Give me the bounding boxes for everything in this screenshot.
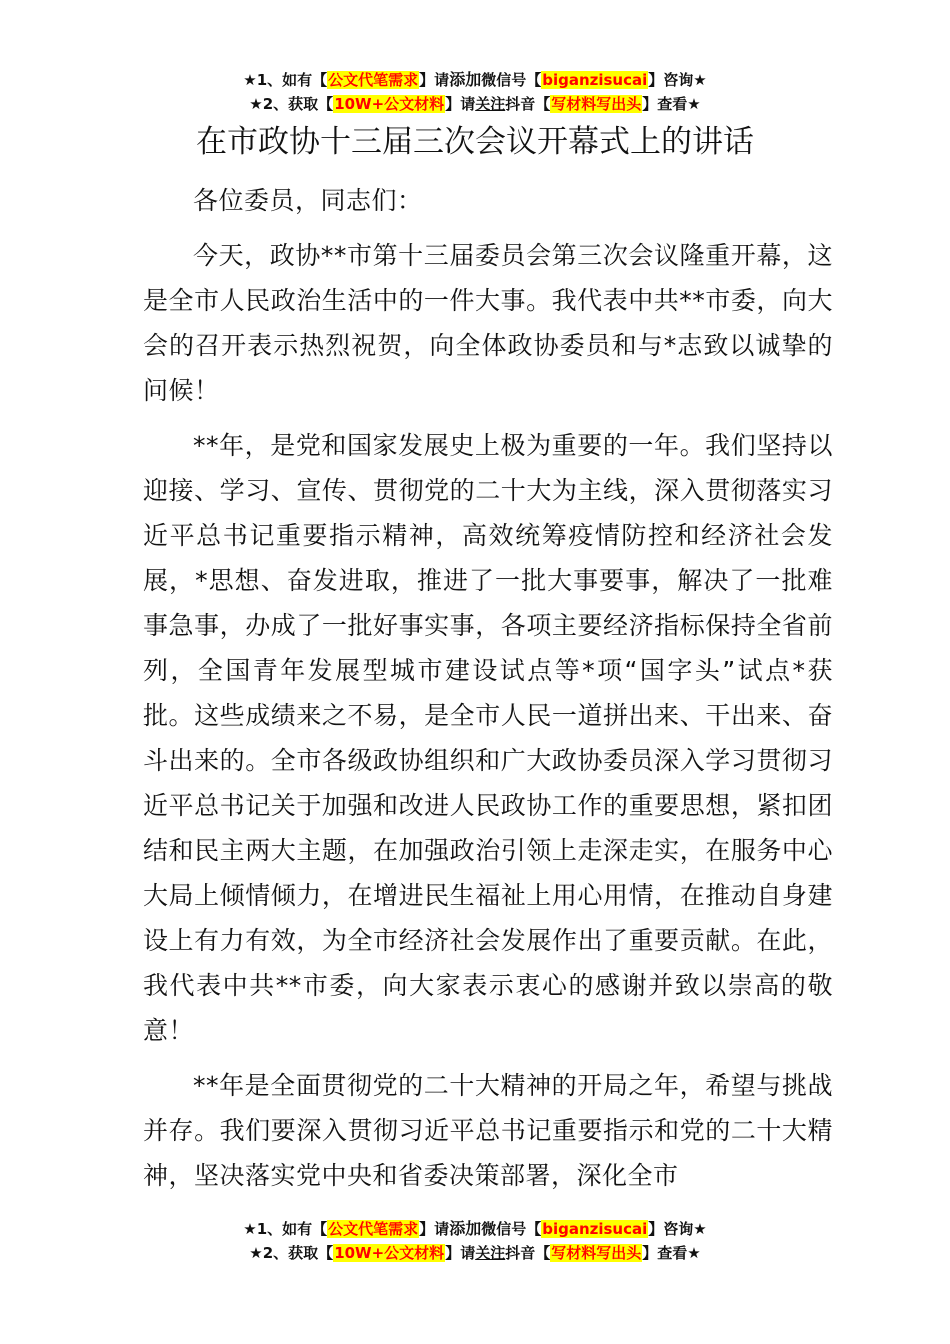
promo-wechat-id: biganzisucai bbox=[542, 1220, 648, 1238]
promo-line-1: ★1、如有【公文代笔需求】请添加微信号【biganzisucai】咨询★ bbox=[243, 70, 707, 89]
promo-highlight-materials: 10W+公文材料 bbox=[334, 95, 445, 113]
promo-wechat-id: biganzisucai bbox=[542, 71, 648, 89]
greeting: 各位委员，同志们： bbox=[193, 186, 423, 215]
promo-line-2: ★2、获取【10W+公文材料】请关注抖音【写材料写出头】查看★ bbox=[249, 95, 701, 113]
promo-douyin-account: 写材料写出头 bbox=[551, 1244, 642, 1262]
promo-header bbox=[0, 68, 950, 116]
paragraph-3: **年是全面贯彻党的二十大精神的开局之年，希望与挑战并存。我们要深入贯彻习近平总书记重要指示和党的二十大精神，坚决落实党中央和省委决策部署，深化全市 bbox=[143, 1071, 833, 1190]
paragraph-1: 今天，政协**市第十三届委员会第三次会议隆重开幕，这是全市人民政治生活中的一件大事。我代表中共**市委，向大会的召开表示热烈祝贺，向全体政协委员和与*志致以诚挚的问候！ bbox=[143, 241, 833, 405]
promo-douyin-account: 写材料写出头 bbox=[551, 95, 642, 113]
promo-highlight-service: 公文代笔需求 bbox=[328, 1220, 419, 1238]
promo-footer bbox=[0, 1217, 950, 1265]
promo-line-2: ★2、获取【10W+公文材料】请关注抖音【写材料写出头】查看★ bbox=[249, 1244, 701, 1262]
document-body bbox=[143, 178, 833, 1198]
promo-highlight-service: 公文代笔需求 bbox=[328, 71, 419, 89]
promo-line-1: ★1、如有【公文代笔需求】请添加微信号【biganzisucai】咨询★ bbox=[243, 1219, 707, 1238]
paragraph-2: **年，是党和国家发展史上极为重要的一年。我们坚持以迎接、学习、宣传、贯彻党的二十大为主线，深入贯彻落实习近平总书记重要指示精神，高效统筹疫情防控和经济社会发展，*思想、奋发进取，推进了一批大事要事，解决了一批难事急事，办成了一批好事实事，各项主要经济指标保持全省前列，全国青年发展型城市建设试点等*项“国字头”试点*获批。这些成绩来之不易，是全市人民一道拼出来、干出来、奋斗出来的。全市各级政协组织和广大政协委员深入学习贯彻习近平总书记关于加强和改进人民政协工作的重要思想，紧扣团结和民主两大主题，在加强政治引领上走深走实，在服务中心大局上倾情倾力，在增进民生福祉上用心用情，在推动自身建设上有力有效，为全市经济社会发展作出了重要贡献。在此，我代表中共**市委，向大家表示衷心的感谢并致以崇高的敬意！ bbox=[143, 431, 833, 1045]
document-title: 在市政协十三届三次会议开幕式上的讲话 bbox=[196, 124, 754, 160]
promo-highlight-materials: 10W+公文材料 bbox=[334, 1244, 445, 1262]
